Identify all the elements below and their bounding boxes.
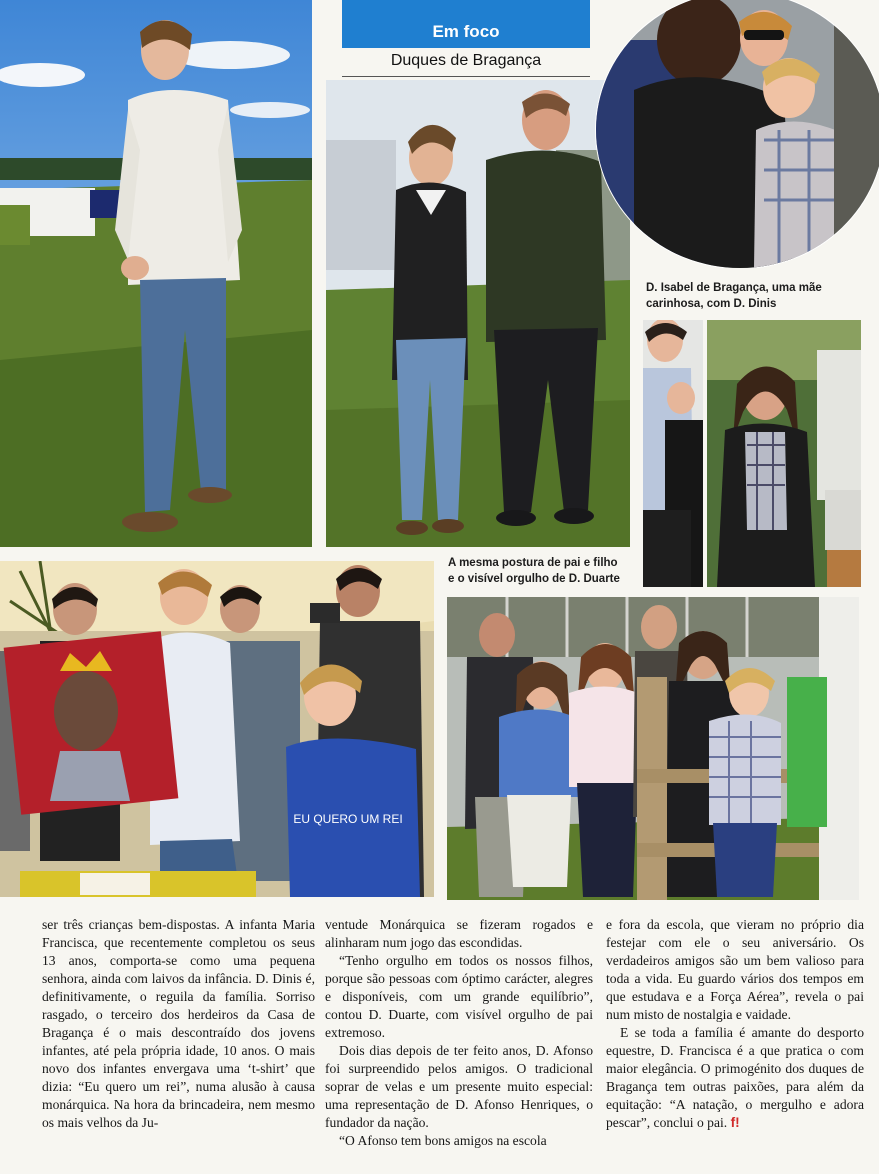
- caption-mother-son: [646, 280, 871, 312]
- body-column-1: [42, 916, 315, 1132]
- section-subtitle: Duques de Bragança: [390, 52, 542, 69]
- body-paragraph: ser três crianças bem-dispostas. A infanta Maria Francisca, que recentemente completou os seus 13 anos, comporta-se como uma pequena senhora, ainda com laivos da infância. D. Dinis é, definitivamente, o reguila da família. Sorriso rasgado, o terceiro dos herdeiros da Casa de Bragança é o mais descontraído dos jovens infantes, até pela própria idade, 10 anos. O mais novo dos infantes envergava uma ‘t-shirt’ que dizia: “Eu quero um rei”, numa alusão à causa monárquica. Na hora da brincadeira, nem mesmo os mais velhos da Ju-: [42, 917, 315, 1130]
- body-column-2: [325, 916, 593, 1150]
- body-paragraph: Dois dias depois de ter feito anos, D. Afonso foi surpreendido pelos amigos. O tradicional soprar de velas e um presente muito especial: uma representação de D. Afonso Henriques, o fundador da nação.: [325, 1043, 593, 1130]
- caption-line: carinhosa, com D. Dinis: [646, 298, 777, 310]
- body-paragraph: ventude Monárquica se fizeram rogados e alinharam num jogo das escondidas.: [325, 917, 593, 950]
- shirt-text: EU QUERO UM REI: [293, 812, 403, 826]
- photo-mother-son-circle: [594, 0, 879, 268]
- photo-youths-left: [643, 320, 703, 587]
- caption-line: D. Isabel de Bragança, uma mãe: [646, 282, 822, 294]
- photo-girl-checked-shirt: [707, 320, 861, 587]
- body-paragraph: “O Afonso tem bons amigos na escola: [339, 1133, 547, 1148]
- end-mark: f!: [730, 1115, 740, 1130]
- body-paragraph: e fora da escola, que vieram no próprio dia festejar com ele o seu aniversário. Os verdadeiros amigos são um bem valioso para toda a vida. Eu guardo vários dos tempos em que estudava e a Força Aérea”, revela o pai num misto de nostalgia e vaidade.: [606, 917, 864, 1022]
- section-header: [342, 0, 590, 48]
- photo-painting-tent: [0, 561, 434, 897]
- photo-teen-white-shirt: [0, 0, 312, 547]
- caption-line: e o visível orgulho de D. Duarte: [448, 573, 620, 585]
- photo-group-fence: [447, 597, 859, 900]
- caption-father-son: [448, 555, 643, 587]
- photo-father-son: [326, 80, 630, 547]
- section-label: Em foco: [432, 22, 500, 41]
- body-paragraph: [606, 1024, 864, 1132]
- caption-line: A mesma postura de pai e filho: [448, 557, 618, 569]
- subtitle-divider: [342, 76, 590, 77]
- body-column-3: [606, 916, 864, 1132]
- body-paragraph: “Tenho orgulho em todos os nossos filhos, porque são pessoas com óptimo carácter, alegres e disponíveis, com um grande equilíbrio”, contou D. Duarte, com visível orgulho de pai extremoso.: [325, 953, 593, 1040]
- body-text: E se toda a família é amante do desporto equestre, D. Francisca é a que pratica o com maior elegância. O primogénito dos duques de Bragança tem outras paixões, para além da equitação: “A natação, o mergulho e adora pescar”, conclui o pai.: [606, 1025, 864, 1130]
